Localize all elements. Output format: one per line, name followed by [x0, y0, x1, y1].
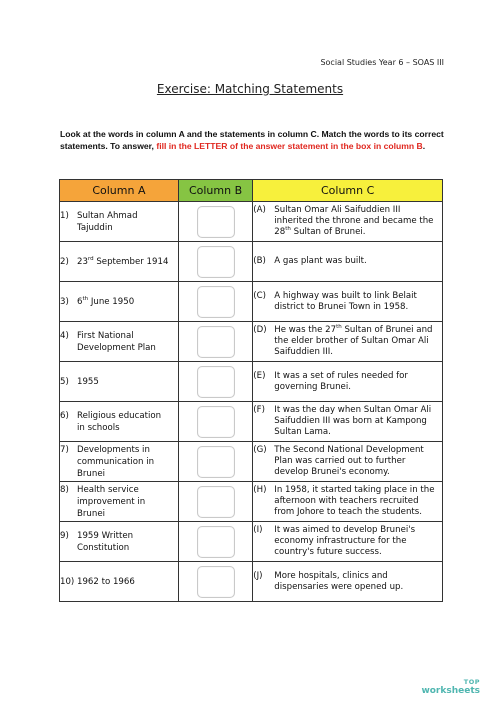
item-word: 1955 — [77, 376, 99, 387]
statement-text: It was a set of rules needed for governing Brunei. — [274, 370, 408, 392]
logo-word: worksheets — [421, 686, 480, 696]
instructions — [60, 128, 460, 152]
column-b-cell — [178, 402, 252, 442]
column-b-cell — [178, 522, 252, 562]
statement-letter: (F) — [253, 405, 265, 415]
instructions-text: Look at the words in column A and the statements in column C. Match the words to its correct statements. To answer, — [60, 129, 444, 151]
item-number: 2) — [60, 256, 69, 267]
answer-input-box[interactable] — [197, 406, 235, 438]
table-row — [60, 522, 443, 562]
answer-input-box[interactable] — [197, 366, 235, 398]
statement-letter: (B) — [253, 256, 266, 266]
statement-text: A highway was built to link Belait district to Brunei Town in 1958. — [274, 290, 417, 312]
table-row — [60, 402, 443, 442]
column-c-header: Column C — [253, 180, 443, 202]
answer-input-box[interactable] — [197, 526, 235, 558]
column-c-cell — [253, 562, 443, 602]
column-b-cell — [178, 482, 252, 522]
instructions-end: . — [422, 141, 426, 151]
column-c-cell — [253, 362, 443, 402]
item-number: 6) — [60, 410, 69, 421]
item-word: Health service improvement in Brunei — [77, 484, 146, 519]
column-a-cell — [60, 362, 179, 402]
item-number: 9) — [60, 530, 69, 541]
item-word: 6th June 1950 — [77, 295, 135, 307]
column-b-cell — [178, 362, 252, 402]
column-a-header: Column A — [60, 180, 179, 202]
answer-input-box[interactable] — [197, 206, 235, 238]
column-a-cell — [60, 522, 179, 562]
column-a-cell — [60, 402, 179, 442]
table-row — [60, 322, 443, 362]
column-c-cell — [253, 442, 443, 482]
answer-input-box[interactable] — [197, 566, 235, 598]
statement-letter: (J) — [253, 570, 263, 581]
answer-input-box[interactable] — [197, 446, 235, 478]
table-row — [60, 242, 443, 282]
column-c-cell — [253, 402, 443, 442]
statement-letter: (A) — [253, 205, 266, 215]
table-row — [60, 202, 443, 242]
item-word: 1959 Written Constitution — [77, 530, 134, 553]
statement-text: More hospitals, clinics and dispensaries were opened up. — [274, 570, 404, 592]
statement-text: It was the day when Sultan Omar Ali Saifuddien III was born at Kampong Sultan Lama. — [274, 405, 432, 437]
item-number: 10) — [60, 576, 75, 587]
column-c-cell — [253, 202, 443, 242]
column-b-cell — [178, 202, 252, 242]
column-b-cell — [178, 442, 252, 482]
item-number: 5) — [60, 376, 69, 387]
column-b-cell — [178, 562, 252, 602]
page-title: Exercise: Matching Statements — [156, 82, 344, 96]
item-number: 3) — [60, 296, 69, 307]
item-word: First National Development Plan — [77, 330, 156, 353]
instructions-highlight: fill in the LETTER of the answer statement in the box in column B — [156, 141, 423, 151]
answer-input-box[interactable] — [197, 326, 235, 358]
topworksheets-logo — [421, 678, 480, 696]
item-word: Developments in communication in Brunei — [77, 444, 155, 479]
column-a-cell — [60, 482, 179, 522]
column-c-cell — [253, 242, 443, 282]
column-c-cell — [253, 482, 443, 522]
item-number: 7) — [60, 444, 69, 455]
answer-input-box[interactable] — [197, 246, 235, 278]
statement-letter: (C) — [253, 290, 267, 301]
column-b-cell — [178, 242, 252, 282]
logo-top: TOP — [463, 678, 480, 686]
item-word: 1962 to 1966 — [77, 576, 135, 587]
statement-text: He was the 27th Sultan of Brunei and the elder brother of Sultan Omar Ali Saifuddien III. — [274, 324, 433, 357]
table-row — [60, 562, 443, 602]
statement-text: It was aimed to develop Brunei's economy infrastructure for the country's future success. — [274, 525, 416, 557]
column-b-cell — [178, 282, 252, 322]
table-row — [60, 362, 443, 402]
table-row — [60, 282, 443, 322]
statement-text: A gas plant was built. — [274, 256, 367, 266]
column-a-cell — [60, 282, 179, 322]
answer-input-box[interactable] — [197, 486, 235, 518]
column-c-cell — [253, 522, 443, 562]
column-a-cell — [60, 442, 179, 482]
column-a-cell — [60, 242, 179, 282]
statement-text: Sultan Omar Ali Saifuddien III inherited the throne and became the 28th Sultan of Brunei. — [274, 205, 434, 237]
statement-letter: (D) — [253, 325, 267, 335]
column-b-cell — [178, 322, 252, 362]
column-a-cell — [60, 562, 179, 602]
item-number: 4) — [60, 330, 69, 341]
matching-table — [59, 179, 443, 602]
item-word: Sultan Ahmad Tajuddin — [77, 210, 138, 233]
statement-letter: (I) — [253, 525, 263, 535]
table-row — [60, 442, 443, 482]
statement-text: The Second National Development Plan was carried out to further develop Brunei's economy. — [274, 445, 424, 477]
answer-input-box[interactable] — [197, 286, 235, 318]
item-word: 23rd September 1914 — [77, 255, 169, 267]
statement-letter: (G) — [253, 445, 267, 455]
item-number: 1) — [60, 210, 69, 221]
statement-letter: (E) — [253, 370, 266, 381]
column-b-header: Column B — [178, 180, 252, 202]
item-number: 8) — [60, 484, 69, 495]
subject-line: Social Studies Year 6 – SOAS III — [320, 58, 444, 67]
table-row — [60, 482, 443, 522]
column-a-cell — [60, 322, 179, 362]
column-c-cell — [253, 282, 443, 322]
statement-letter: (H) — [253, 485, 267, 495]
item-word: Religious education in schools — [77, 410, 162, 433]
statement-text: In 1958, it started taking place in the afternoon with teachers recruited from Johore to teach the students. — [274, 485, 435, 517]
column-c-cell — [253, 322, 443, 362]
column-a-cell — [60, 202, 179, 242]
